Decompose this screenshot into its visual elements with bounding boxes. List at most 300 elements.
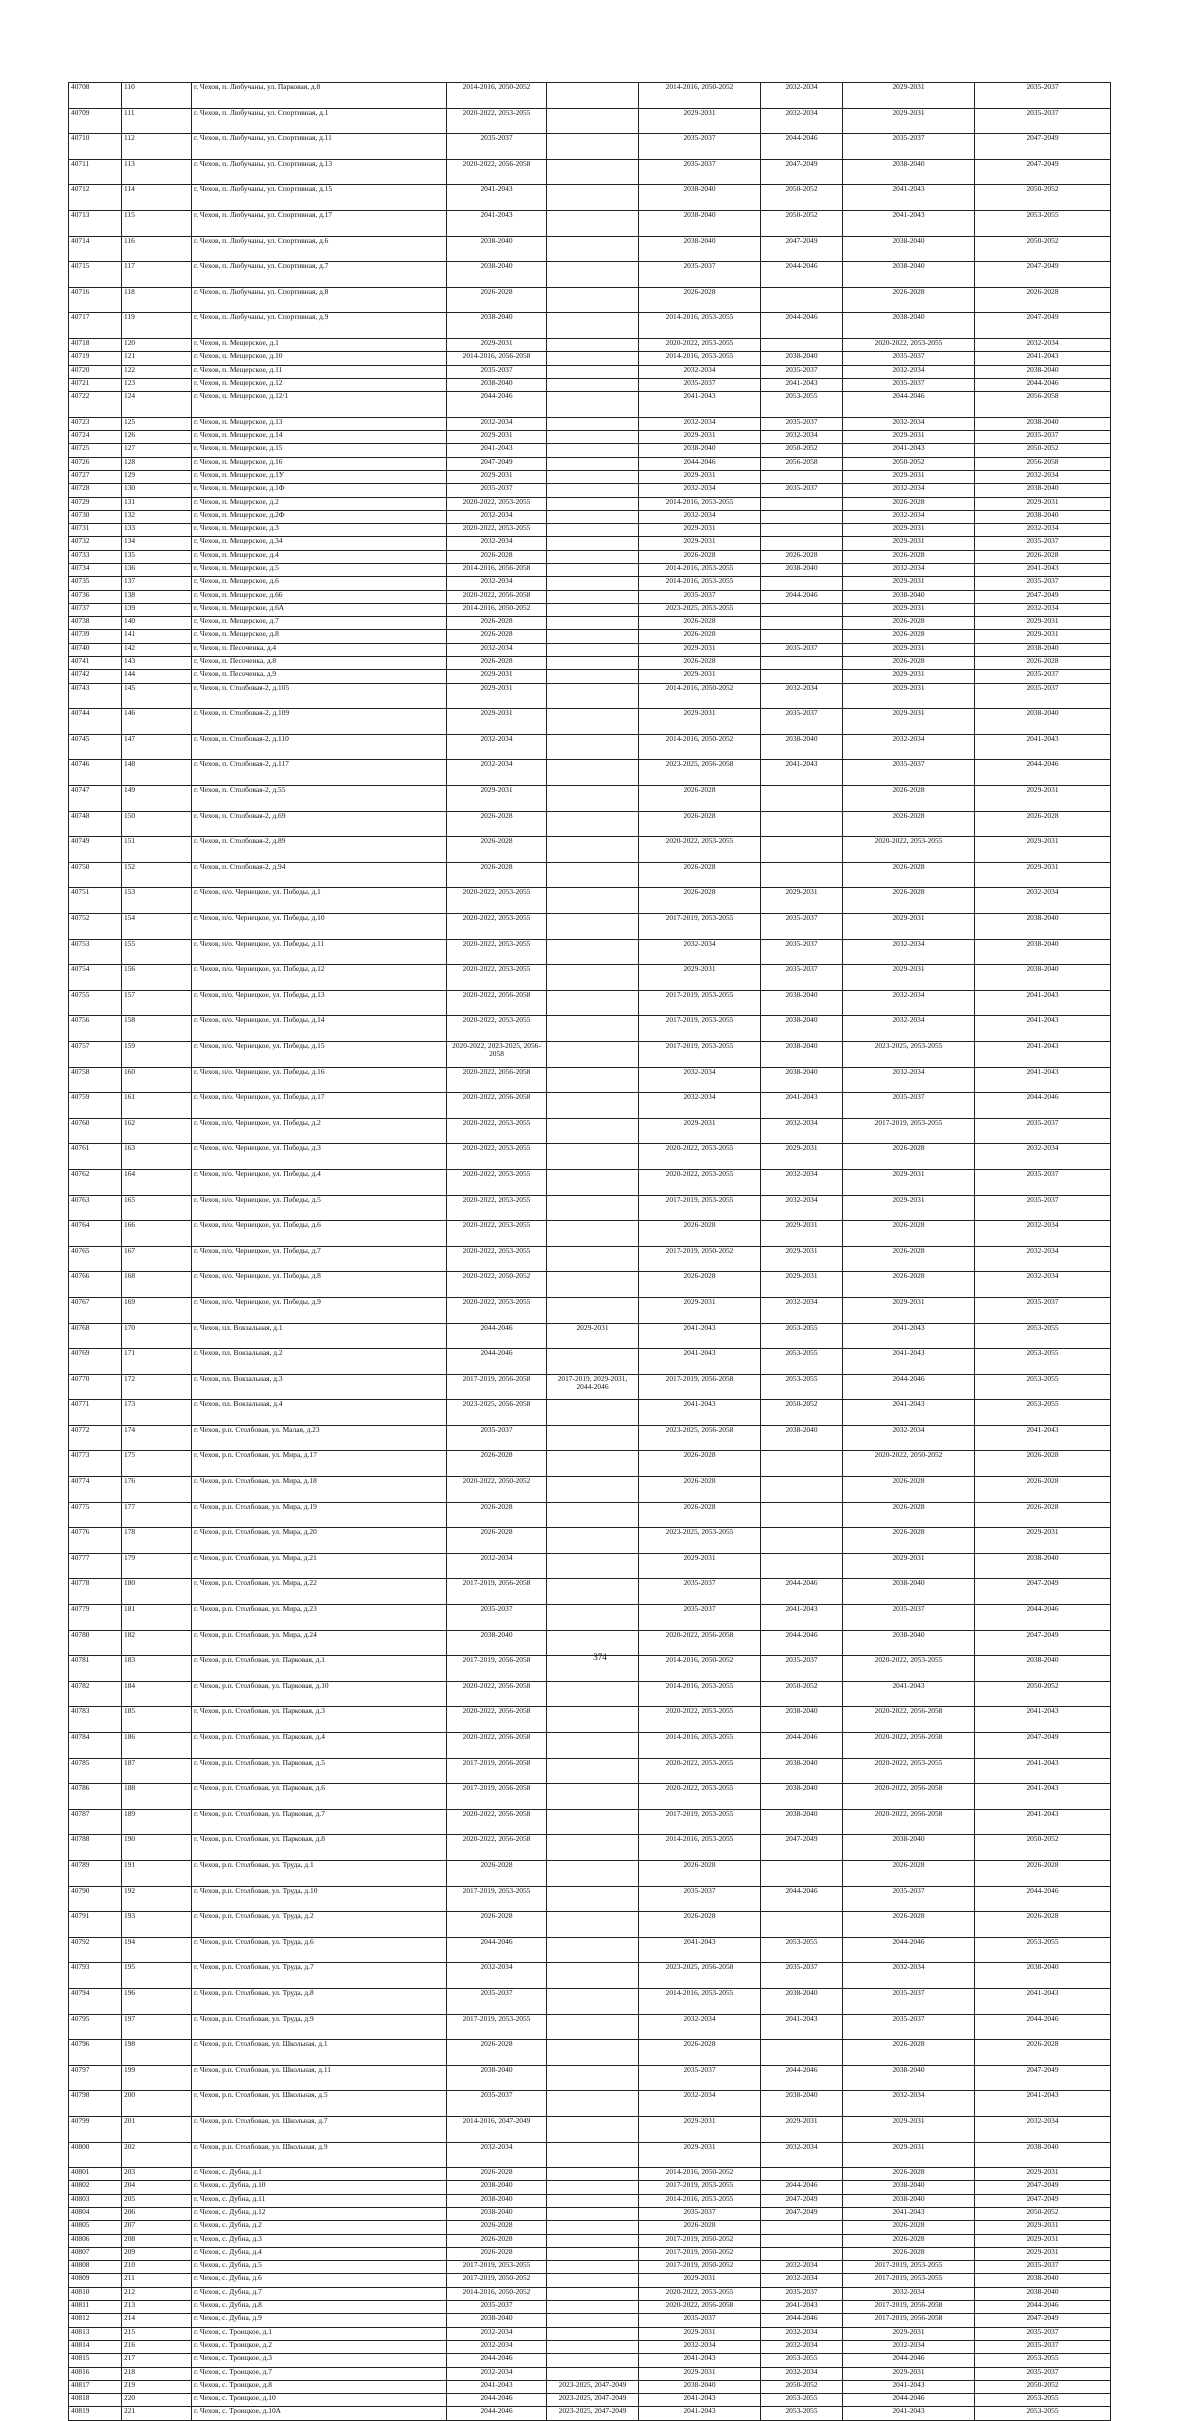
cell-row-number: 130 [122, 484, 192, 497]
cell-period-col-2 [547, 2116, 639, 2142]
cell-period-col-3: 2029-2031 [639, 2327, 761, 2340]
cell-address: г. Чехов, п. Мещерское, д.34 [192, 537, 447, 550]
cell-address: г. Чехов, п. Любучаны, ул. Спортивная, д.9 [192, 313, 447, 339]
cell-record-id: 40783 [69, 1707, 122, 1733]
cell-row-number: 189 [122, 1809, 192, 1835]
cell-row-number: 184 [122, 1681, 192, 1707]
cell-row-number: 124 [122, 392, 192, 418]
table-row [69, 617, 1111, 630]
cell-period-col-1: 2026-2028 [447, 1528, 547, 1554]
cell-period-col-4: 2050-2052 [761, 1400, 843, 1426]
cell-period-col-5: 2044-2046 [843, 2394, 975, 2407]
cell-row-number: 188 [122, 1784, 192, 1810]
cell-period-col-3: 2032-2034 [639, 2340, 761, 2353]
cell-row-number: 199 [122, 2065, 192, 2091]
cell-period-col-3: 2032-2034 [639, 939, 761, 965]
table-row [69, 577, 1111, 590]
cell-record-id: 40782 [69, 1681, 122, 1707]
cell-period-col-3: 2038-2040 [639, 2380, 761, 2393]
cell-period-col-2 [547, 1246, 639, 1272]
cell-address: г. Чехов, п. Любучаны, ул. Спортивная, д.1 [192, 108, 447, 134]
cell-row-number: 175 [122, 1451, 192, 1477]
cell-period-col-4: 2038-2040 [761, 1041, 843, 1067]
cell-period-col-3: 2014-2016, 2050-2052 [639, 734, 761, 760]
cell-period-col-1: 2044-2046 [447, 2394, 547, 2407]
cell-row-number: 217 [122, 2354, 192, 2367]
cell-period-col-3: 2032-2034 [639, 417, 761, 430]
cell-period-col-1: 2038-2040 [447, 2181, 547, 2194]
cell-period-col-3: 2038-2040 [639, 236, 761, 262]
cell-period-col-2: 2023-2025, 2047-2049 [547, 2380, 639, 2393]
cell-address: г. Чехов, с. Дубна, д.6 [192, 2274, 447, 2287]
cell-record-id: 40744 [69, 709, 122, 735]
cell-period-col-2 [547, 862, 639, 888]
cell-address: г. Чехов, п. Столбовая-2, д.94 [192, 862, 447, 888]
cell-row-number: 136 [122, 563, 192, 576]
cell-row-number: 148 [122, 760, 192, 786]
cell-address: г. Чехов, с. Дубна, д.1 [192, 2168, 447, 2181]
cell-record-id: 40714 [69, 236, 122, 262]
table-row [69, 862, 1111, 888]
cell-period-col-1: 2041-2043 [447, 185, 547, 211]
cell-period-col-5: 2029-2031 [843, 577, 975, 590]
cell-row-number: 201 [122, 2116, 192, 2142]
cell-period-col-3: 2014-2016, 2053-2055 [639, 563, 761, 576]
cell-period-col-4: 2050-2052 [761, 210, 843, 236]
table-row [69, 524, 1111, 537]
cell-period-col-5: 2032-2034 [843, 1016, 975, 1042]
cell-period-col-6: 2035-2037 [975, 1169, 1111, 1195]
cell-period-col-6: 2047-2049 [975, 262, 1111, 288]
cell-record-id: 40797 [69, 2065, 122, 2091]
cell-period-col-6: 2053-2055 [975, 1349, 1111, 1375]
cell-period-col-5: 2038-2040 [843, 262, 975, 288]
cell-period-col-3: 2041-2043 [639, 2354, 761, 2367]
cell-period-col-2 [547, 1067, 639, 1093]
table-row [69, 1169, 1111, 1195]
cell-period-col-4 [761, 670, 843, 683]
cell-period-col-3: 2032-2034 [639, 2091, 761, 2117]
cell-period-col-6: 2032-2034 [975, 470, 1111, 483]
cell-period-col-3: 2017-2019, 2050-2052 [639, 2261, 761, 2274]
cell-period-col-1: 2026-2028 [447, 862, 547, 888]
cell-period-col-6: 2035-2037 [975, 2340, 1111, 2353]
cell-period-col-1: 2020-2022, 2053-2055 [447, 939, 547, 965]
cell-period-col-1: 2020-2022, 2053-2055 [447, 1144, 547, 1170]
table-row [69, 914, 1111, 940]
cell-period-col-6: 2047-2049 [975, 1733, 1111, 1759]
cell-address: г. Чехов, п/о. Чернецкое, ул. Победы, д.7 [192, 1246, 447, 1272]
table-row [69, 2367, 1111, 2380]
cell-period-col-2 [547, 134, 639, 160]
cell-row-number: 168 [122, 1272, 192, 1298]
table-row [69, 1758, 1111, 1784]
cell-row-number: 174 [122, 1425, 192, 1451]
cell-period-col-6: 2044-2046 [975, 1886, 1111, 1912]
cell-record-id: 40739 [69, 630, 122, 643]
table-row [69, 338, 1111, 351]
cell-period-col-5: 2032-2034 [843, 563, 975, 576]
cell-period-col-3: 2041-2043 [639, 1937, 761, 1963]
table-row [69, 2142, 1111, 2168]
cell-period-col-2 [547, 1553, 639, 1579]
cell-period-col-1: 2017-2019, 2056-2058 [447, 1656, 547, 1682]
cell-period-col-6: 2029-2031 [975, 2234, 1111, 2247]
cell-period-col-6: 2047-2049 [975, 1630, 1111, 1656]
cell-period-col-2 [547, 630, 639, 643]
cell-period-col-1: 2032-2034 [447, 2367, 547, 2380]
cell-period-col-3: 2017-2019, 2053-2055 [639, 1016, 761, 1042]
cell-period-col-4 [761, 786, 843, 812]
cell-record-id: 40780 [69, 1630, 122, 1656]
cell-period-col-2 [547, 484, 639, 497]
cell-period-col-1: 2032-2034 [447, 577, 547, 590]
cell-address: г. Чехов, р.п. Столбовая, ул. Школьная, д.1 [192, 2040, 447, 2066]
cell-row-number: 129 [122, 470, 192, 483]
cell-period-col-2 [547, 837, 639, 863]
cell-period-col-4: 2047-2049 [761, 159, 843, 185]
cell-period-col-1: 2026-2028 [447, 617, 547, 630]
cell-period-col-3: 2029-2031 [639, 709, 761, 735]
cell-period-col-2 [547, 888, 639, 914]
cell-row-number: 126 [122, 431, 192, 444]
table-row [69, 236, 1111, 262]
cell-period-col-6: 2050-2052 [975, 2380, 1111, 2393]
cell-address: г. Чехов, с. Троицкое, д.1 [192, 2327, 447, 2340]
cell-period-col-2 [547, 431, 639, 444]
cell-period-col-3: 2014-2016, 2050-2052 [639, 683, 761, 709]
cell-period-col-2 [547, 1502, 639, 1528]
cell-row-number: 154 [122, 914, 192, 940]
cell-period-col-1: 2029-2031 [447, 470, 547, 483]
cell-address: г. Чехов, п. Столбовая-2, д.110 [192, 734, 447, 760]
table-row [69, 484, 1111, 497]
cell-period-col-6: 2032-2034 [975, 524, 1111, 537]
cell-period-col-3: 2023-2025, 2056-2058 [639, 1425, 761, 1451]
cell-period-col-5: 2029-2031 [843, 470, 975, 483]
cell-record-id: 40814 [69, 2340, 122, 2353]
cell-period-col-1: 2017-2019, 2056-2058 [447, 1784, 547, 1810]
cell-period-col-2 [547, 2274, 639, 2287]
cell-address: г. Чехов, п/о. Чернецкое, ул. Победы, д.8 [192, 1272, 447, 1298]
cell-record-id: 40710 [69, 134, 122, 160]
cell-record-id: 40757 [69, 1041, 122, 1067]
cell-period-col-5: 2029-2031 [843, 965, 975, 991]
cell-period-col-5: 2026-2028 [843, 1477, 975, 1503]
cell-address: г. Чехов, п/о. Чернецкое, ул. Победы, д.15 [192, 1041, 447, 1067]
cell-address: г. Чехов, с. Дубна, д.12 [192, 2207, 447, 2220]
cell-period-col-4: 2032-2034 [761, 2142, 843, 2168]
cell-period-col-4: 2044-2046 [761, 590, 843, 603]
cell-period-col-2 [547, 577, 639, 590]
cell-period-col-6: 2047-2049 [975, 159, 1111, 185]
cell-row-number: 169 [122, 1297, 192, 1323]
cell-period-col-4 [761, 1553, 843, 1579]
table-row [69, 965, 1111, 991]
cell-period-col-2 [547, 1809, 639, 1835]
cell-period-col-5: 2029-2031 [843, 2367, 975, 2380]
table-row [69, 2221, 1111, 2234]
cell-address: г. Чехов, р.п. Столбовая, ул. Труда, д.1 [192, 1860, 447, 1886]
table-row [69, 1195, 1111, 1221]
cell-period-col-6: 2038-2040 [975, 709, 1111, 735]
cell-address: г. Чехов, п/о. Чернецкое, ул. Победы, д.5 [192, 1195, 447, 1221]
cell-row-number: 207 [122, 2221, 192, 2234]
cell-record-id: 40759 [69, 1093, 122, 1119]
cell-period-col-4: 2044-2046 [761, 262, 843, 288]
cell-period-col-4 [761, 603, 843, 616]
cell-period-col-4: 2035-2037 [761, 417, 843, 430]
cell-period-col-5: 2032-2034 [843, 734, 975, 760]
cell-period-col-1: 2026-2028 [447, 1502, 547, 1528]
cell-address: г. Чехов, п. Мещерское, д.16 [192, 457, 447, 470]
cell-period-col-1: 2032-2034 [447, 510, 547, 523]
cell-period-col-6: 2035-2037 [975, 2261, 1111, 2274]
table-row [69, 2407, 1111, 2420]
cell-record-id: 40708 [69, 83, 122, 109]
cell-address: г. Чехов, п. Столбовая-2, д.89 [192, 837, 447, 863]
cell-period-col-6: 2044-2046 [975, 1093, 1111, 1119]
cell-row-number: 165 [122, 1195, 192, 1221]
cell-period-col-1: 2038-2040 [447, 2314, 547, 2327]
cell-period-col-6: 2041-2043 [975, 734, 1111, 760]
cell-address: г. Чехов, п/о. Чернецкое, ул. Победы, д.1 [192, 888, 447, 914]
cell-record-id: 40806 [69, 2234, 122, 2247]
cell-period-col-2 [547, 2367, 639, 2380]
cell-period-col-2 [547, 2040, 639, 2066]
cell-record-id: 40731 [69, 524, 122, 537]
cell-address: г. Чехов, п. Мещерское, д.11 [192, 365, 447, 378]
cell-period-col-5: 2020-2022, 2053-2055 [843, 338, 975, 351]
cell-row-number: 206 [122, 2207, 192, 2220]
cell-address: г. Чехов, п/о. Чернецкое, ул. Победы, д.12 [192, 965, 447, 991]
cell-period-col-3: 2038-2040 [639, 444, 761, 457]
cell-address: г. Чехов, п. Любучаны, ул. Спортивная, д.13 [192, 159, 447, 185]
cell-period-col-1: 2014-2016, 2050-2052 [447, 2287, 547, 2300]
cell-row-number: 193 [122, 1912, 192, 1938]
cell-record-id: 40740 [69, 643, 122, 656]
cell-row-number: 183 [122, 1656, 192, 1682]
cell-period-col-6: 2041-2043 [975, 1041, 1111, 1067]
cell-period-col-2 [547, 1937, 639, 1963]
cell-period-col-2 [547, 287, 639, 313]
cell-period-col-4: 2029-2031 [761, 1246, 843, 1272]
cell-period-col-3: 2020-2022, 2053-2055 [639, 1144, 761, 1170]
cell-period-col-4 [761, 2040, 843, 2066]
cell-row-number: 120 [122, 338, 192, 351]
cell-period-col-4: 2041-2043 [761, 1093, 843, 1119]
cell-period-col-3: 2029-2031 [639, 2274, 761, 2287]
cell-record-id: 40726 [69, 457, 122, 470]
cell-period-col-4 [761, 2221, 843, 2234]
cell-record-id: 40772 [69, 1425, 122, 1451]
cell-period-col-1: 2026-2028 [447, 2247, 547, 2260]
cell-period-col-6: 2038-2040 [975, 643, 1111, 656]
cell-address: г. Чехов, с. Дубна, д.3 [192, 2234, 447, 2247]
cell-period-col-2 [547, 236, 639, 262]
cell-address: г. Чехов, п. Мещерское, д.1Ф [192, 484, 447, 497]
cell-period-col-3: 2020-2022, 2053-2055 [639, 338, 761, 351]
cell-period-col-6: 2035-2037 [975, 431, 1111, 444]
cell-period-col-4: 2032-2034 [761, 2367, 843, 2380]
cell-address: г. Чехов, п. Любучаны, ул. Спортивная, д.8 [192, 287, 447, 313]
cell-record-id: 40802 [69, 2181, 122, 2194]
cell-period-col-2 [547, 1707, 639, 1733]
cell-row-number: 121 [122, 352, 192, 365]
cell-address: г. Чехов, п/о. Чернецкое, ул. Победы, д.2 [192, 1118, 447, 1144]
cell-period-col-3: 2029-2031 [639, 470, 761, 483]
schedule-table-body [69, 83, 1111, 2421]
cell-period-col-5: 2026-2028 [843, 862, 975, 888]
cell-period-col-5: 2026-2028 [843, 2247, 975, 2260]
cell-address: г. Чехов, пл. Вокзальная, д.3 [192, 1374, 447, 1400]
cell-row-number: 187 [122, 1758, 192, 1784]
cell-period-col-4 [761, 1477, 843, 1503]
cell-record-id: 40811 [69, 2301, 122, 2314]
cell-row-number: 181 [122, 1605, 192, 1631]
cell-record-id: 40724 [69, 431, 122, 444]
cell-period-col-4: 2044-2046 [761, 1886, 843, 1912]
cell-row-number: 203 [122, 2168, 192, 2181]
cell-address: г. Чехов, р.п. Столбовая, ул. Школьная, д.5 [192, 2091, 447, 2117]
cell-period-col-4: 2032-2034 [761, 683, 843, 709]
cell-period-col-6: 2038-2040 [975, 965, 1111, 991]
cell-row-number: 127 [122, 444, 192, 457]
cell-period-col-5: 2041-2043 [843, 185, 975, 211]
cell-period-col-4: 2041-2043 [761, 2301, 843, 2314]
cell-address: г. Чехов, п. Песоченка, д.9 [192, 670, 447, 683]
cell-period-col-5: 2029-2031 [843, 1297, 975, 1323]
cell-period-col-5: 2020-2022, 2056-2058 [843, 1809, 975, 1835]
cell-period-col-4: 2044-2046 [761, 2181, 843, 2194]
cell-row-number: 163 [122, 1144, 192, 1170]
cell-period-col-1: 2020-2022, 2053-2055 [447, 1169, 547, 1195]
cell-period-col-2 [547, 1451, 639, 1477]
cell-row-number: 139 [122, 603, 192, 616]
cell-period-col-5: 2026-2028 [843, 1246, 975, 1272]
cell-period-col-5: 2038-2040 [843, 1579, 975, 1605]
cell-period-col-4: 2047-2049 [761, 2194, 843, 2207]
cell-address: г. Чехов, п. Мещерское, д.6А [192, 603, 447, 616]
cell-period-col-5: 2026-2028 [843, 550, 975, 563]
cell-record-id: 40723 [69, 417, 122, 430]
cell-period-col-6: 2038-2040 [975, 365, 1111, 378]
cell-period-col-1: 2032-2034 [447, 417, 547, 430]
cell-period-col-4 [761, 657, 843, 670]
cell-period-col-6: 2041-2043 [975, 1425, 1111, 1451]
table-row [69, 1988, 1111, 2014]
cell-period-col-4: 2032-2034 [761, 2274, 843, 2287]
cell-period-col-6: 2035-2037 [975, 1118, 1111, 1144]
cell-record-id: 40755 [69, 990, 122, 1016]
cell-period-col-3: 2023-2025, 2053-2055 [639, 603, 761, 616]
cell-period-col-6: 2047-2049 [975, 1579, 1111, 1605]
cell-row-number: 198 [122, 2040, 192, 2066]
table-row [69, 2014, 1111, 2040]
cell-period-col-5: 2020-2022, 2053-2055 [843, 1656, 975, 1682]
cell-record-id: 40709 [69, 108, 122, 134]
cell-period-col-1: 2020-2022, 2053-2055 [447, 1195, 547, 1221]
cell-period-col-2 [547, 2065, 639, 2091]
cell-period-col-2 [547, 2314, 639, 2327]
cell-address: г. Чехов, п. Мещерское, д.7 [192, 617, 447, 630]
cell-period-col-6: 2038-2040 [975, 1963, 1111, 1989]
table-row [69, 2194, 1111, 2207]
cell-row-number: 115 [122, 210, 192, 236]
table-row [69, 2207, 1111, 2220]
cell-period-col-3: 2020-2022, 2053-2055 [639, 1169, 761, 1195]
cell-row-number: 166 [122, 1221, 192, 1247]
cell-period-col-2 [547, 1144, 639, 1170]
cell-period-col-4 [761, 497, 843, 510]
cell-address: г. Чехов, п/о. Чернецкое, ул. Победы, д.11 [192, 939, 447, 965]
cell-period-col-2 [547, 2091, 639, 2117]
cell-row-number: 210 [122, 2261, 192, 2274]
cell-period-col-6: 2041-2043 [975, 1988, 1111, 2014]
cell-address: г. Чехов, п. Мещерское, д.4 [192, 550, 447, 563]
cell-period-col-2 [547, 1221, 639, 1247]
cell-period-col-3: 2041-2043 [639, 2407, 761, 2420]
cell-period-col-2 [547, 1528, 639, 1554]
cell-period-col-3: 2029-2031 [639, 431, 761, 444]
cell-row-number: 112 [122, 134, 192, 160]
table-row [69, 1809, 1111, 1835]
cell-address: г. Чехов, р.п. Столбовая, ул. Школьная, д.9 [192, 2142, 447, 2168]
table-row [69, 2116, 1111, 2142]
table-row [69, 1118, 1111, 1144]
table-row [69, 590, 1111, 603]
cell-record-id: 40719 [69, 352, 122, 365]
cell-period-col-2 [547, 914, 639, 940]
cell-period-col-3: 2029-2031 [639, 2116, 761, 2142]
cell-period-col-6: 2035-2037 [975, 1297, 1111, 1323]
cell-period-col-3: 2032-2034 [639, 1067, 761, 1093]
cell-address: г. Чехов, п. Любучаны, ул. Спортивная, д.7 [192, 262, 447, 288]
table-row [69, 2340, 1111, 2353]
cell-period-col-5: 2041-2043 [843, 1400, 975, 1426]
cell-period-col-2 [547, 1195, 639, 1221]
cell-period-col-6: 2029-2031 [975, 617, 1111, 630]
cell-period-col-3: 2014-2016, 2053-2055 [639, 352, 761, 365]
cell-record-id: 40778 [69, 1579, 122, 1605]
table-row [69, 1246, 1111, 1272]
table-row [69, 1144, 1111, 1170]
cell-period-col-1: 2029-2031 [447, 683, 547, 709]
cell-period-col-1: 2014-2016, 2047-2049 [447, 2116, 547, 2142]
cell-row-number: 216 [122, 2340, 192, 2353]
cell-period-col-5: 2026-2028 [843, 1912, 975, 1938]
cell-period-col-6: 2053-2055 [975, 1400, 1111, 1426]
cell-period-col-4 [761, 287, 843, 313]
cell-period-col-1: 2026-2028 [447, 2234, 547, 2247]
cell-address: г. Чехов, с. Дубна, д.2 [192, 2221, 447, 2234]
table-row [69, 2354, 1111, 2367]
table-row [69, 709, 1111, 735]
cell-period-col-2 [547, 2327, 639, 2340]
cell-row-number: 134 [122, 537, 192, 550]
cell-period-col-1: 2020-2022, 2056-2058 [447, 1093, 547, 1119]
cell-period-col-1: 2026-2028 [447, 550, 547, 563]
cell-row-number: 113 [122, 159, 192, 185]
cell-record-id: 40803 [69, 2194, 122, 2207]
cell-row-number: 176 [122, 1477, 192, 1503]
cell-address: г. Чехов, с. Троицкое, д.2 [192, 2340, 447, 2353]
cell-address: г. Чехов, с. Троицкое, д.8 [192, 2380, 447, 2393]
cell-period-col-3: 2023-2025, 2056-2058 [639, 760, 761, 786]
table-row [69, 1041, 1111, 1067]
cell-period-col-6: 2026-2028 [975, 2040, 1111, 2066]
cell-period-col-3: 2029-2031 [639, 965, 761, 991]
